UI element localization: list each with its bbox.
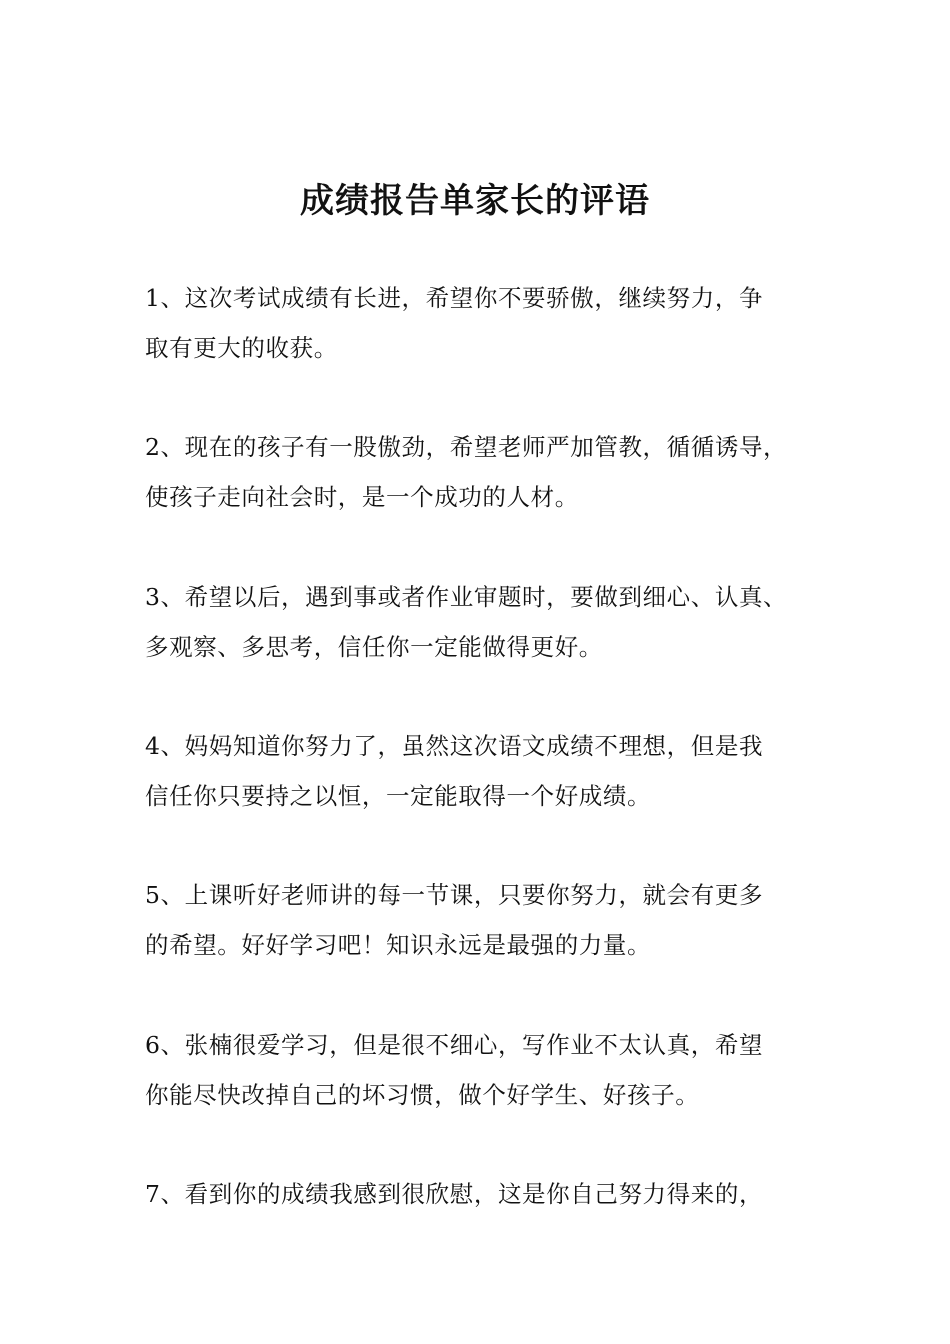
paragraph-line: 多观察、多思考，信任你一定能做得更好。 xyxy=(145,633,603,661)
paragraph-line: 7、看到你的成绩我感到很欣慰，这是你自己努力得来的， xyxy=(145,1180,764,1208)
paragraph-line: 的希望。好好学习吧！知识永远是最强的力量。 xyxy=(145,931,652,959)
paragraph-line: 4、妈妈知道你努力了，虽然这次语文成绩不理想，但是我 xyxy=(145,732,764,760)
comment-paragraph-2 xyxy=(145,422,835,522)
comment-paragraph-7 xyxy=(145,1169,835,1219)
paragraph-line: 使孩子走向社会时，是一个成功的人材。 xyxy=(145,483,579,511)
comment-paragraph-1 xyxy=(145,273,835,373)
paragraph-line: 你能尽快改掉自己的坏习惯，做个好学生、好孩子。 xyxy=(145,1081,700,1109)
comment-paragraph-3 xyxy=(145,572,835,672)
comment-paragraph-4 xyxy=(145,721,835,821)
paragraph-line: 1、这次考试成绩有长进，希望你不要骄傲，继续努力，争 xyxy=(145,284,764,312)
paragraph-line: 取有更大的收获。 xyxy=(145,334,338,362)
paragraph-line: 6、张楠很爱学习，但是很不细心，写作业不太认真，希望 xyxy=(145,1031,764,1059)
comment-paragraph-5 xyxy=(145,870,835,970)
paragraph-line: 3、希望以后，遇到事或者作业审题时，要做到细心、认真、 xyxy=(145,583,788,611)
paragraph-line: 5、上课听好老师讲的每一节课，只要你努力，就会有更多 xyxy=(145,881,764,909)
paragraph-line: 信任你只要持之以恒，一定能取得一个好成绩。 xyxy=(145,782,652,810)
comment-paragraph-6 xyxy=(145,1020,835,1120)
document-title: 成绩报告单家长的评语 xyxy=(300,181,650,221)
paragraph-line: 2、现在的孩子有一股傲劲，希望老师严加管教，循循诱导， xyxy=(145,433,788,461)
